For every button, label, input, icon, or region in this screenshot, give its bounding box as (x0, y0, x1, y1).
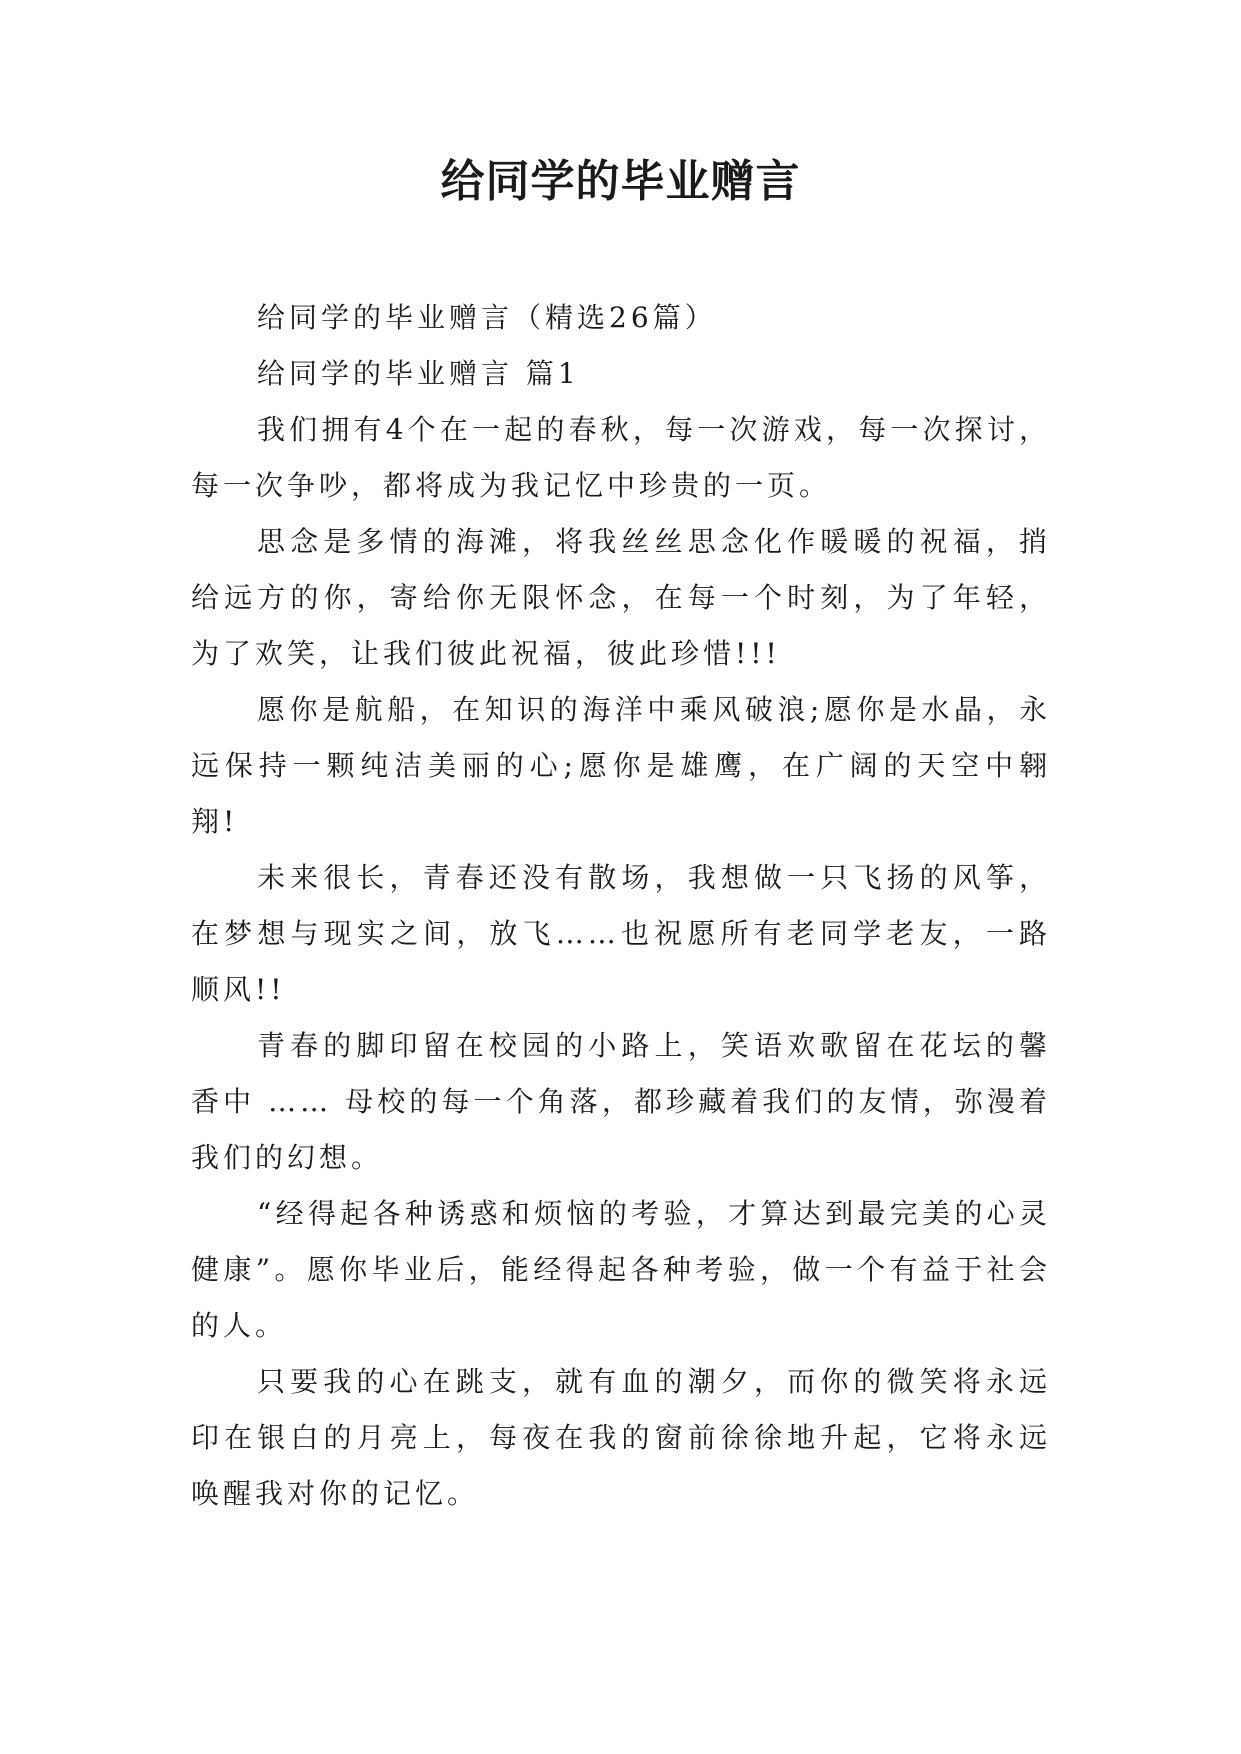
paragraph-section-title: 给同学的毕业赠言 篇1 (257, 357, 580, 390)
document-title: 给同学的毕业赠言 (440, 156, 801, 207)
document-body (191, 290, 1051, 1522)
paragraph: 青春的脚印留在校园的小路上，笑语欢歌留在花坛的馨香中 …… 母校的每一个角落，都珍藏着我们的友情，弥漫着我们的幻想。 (191, 1029, 1051, 1174)
paragraph-heading: 给同学的毕业赠言（精选26篇） (257, 301, 717, 334)
paragraph: 我们拥有4个在一起的春秋，每一次游戏，每一次探讨，每一次争吵，都将成为我记忆中珍贵的一页。 (191, 413, 1051, 502)
paragraph: 未来很长，青春还没有散场，我想做一只飞扬的风筝，在梦想与现实之间，放飞……也祝愿所有老同学老友，一路顺风!! (191, 861, 1051, 1006)
paragraph: 只要我的心在跳支，就有血的潮夕，而你的微笑将永远印在银白的月亮上，每夜在我的窗前徐徐地升起，它将永远唤醒我对你的记忆。 (191, 1365, 1051, 1510)
paragraph: 思念是多情的海滩，将我丝丝思念化作暖暖的祝福，捎给远方的你，寄给你无限怀念，在每一个时刻，为了年轻，为了欢笑，让我们彼此祝福，彼此珍惜!!! (191, 525, 1051, 670)
paragraph: “经得起各种诱惑和烦恼的考验，才算达到最完美的心灵健康”。愿你毕业后，能经得起各种考验，做一个有益于社会的人。 (191, 1197, 1051, 1342)
paragraph: 愿你是航船，在知识的海洋中乘风破浪;愿你是水晶，永远保持一颗纯洁美丽的心;愿你是雄鹰，在广阔的天空中翱翔! (191, 693, 1051, 838)
